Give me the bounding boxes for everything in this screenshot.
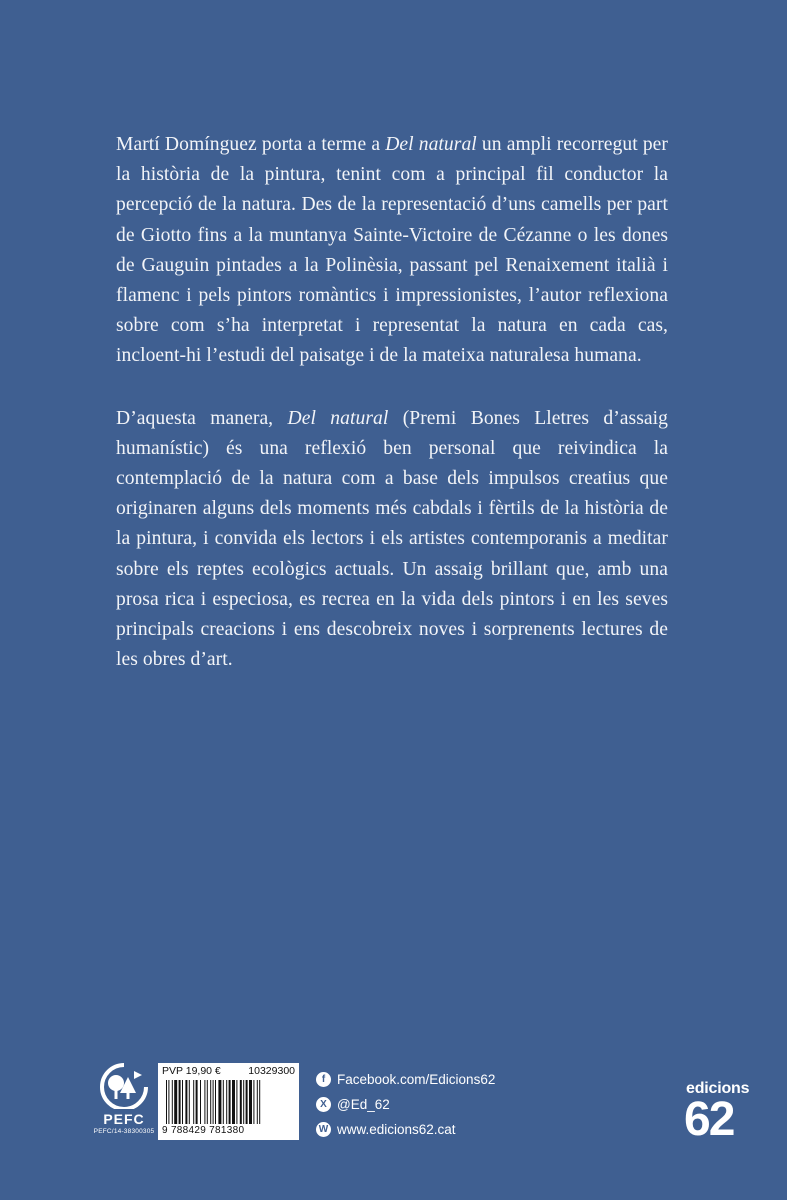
isbn-number: 9 788429 781380 xyxy=(162,1125,245,1136)
barcode-bar xyxy=(229,1080,231,1124)
blurb-paragraph-1 xyxy=(116,130,668,372)
back-cover-blurb xyxy=(116,130,668,707)
pefc-code: PEFC/14-38300305 xyxy=(93,1128,155,1135)
barcode-bar xyxy=(174,1080,177,1124)
blurb-text: D’aquesta manera, xyxy=(116,407,288,429)
social-links xyxy=(316,1067,495,1142)
barcode-bar xyxy=(200,1080,201,1124)
barcode-bar xyxy=(232,1080,235,1124)
barcode-bar xyxy=(196,1080,198,1124)
blurb-text: Martí Domínguez porta a terme a xyxy=(116,134,386,155)
barcode-bar xyxy=(168,1080,169,1124)
barcode-bar xyxy=(193,1080,194,1124)
blurb-paragraph-2 xyxy=(116,404,668,676)
barcode-bar xyxy=(210,1080,211,1124)
x-text: @Ed_62 xyxy=(337,1097,390,1112)
barcode-bar xyxy=(185,1080,187,1124)
facebook-text: Facebook.com/Edicions62 xyxy=(337,1072,496,1087)
blurb-text: un ampli recorregut per la història de la pintura, tenint com a principal fil conductor la percepció de la natura. Des de la representació d’uns camells per part de Giotto fins a la muntanya Sainte-Victoire de Cézanne o les dones de Gauguin pintades a la Polinèsia, passant pel Renaixement italià i flamenc i pels pintors romàntics i impressionistes, l’autor reflexiona sobre com s’ha interpretat i representat la natura en cada cas, incloent-hi l’estudi del paisatge i de la mateixa naturalesa humana. xyxy=(116,134,668,367)
barcode-bar xyxy=(172,1080,173,1124)
barcode-bar xyxy=(215,1080,216,1124)
facebook-icon: f xyxy=(316,1072,331,1087)
website-link[interactable] xyxy=(316,1117,495,1142)
publisher-name: edicions xyxy=(686,1080,750,1097)
blurb-text: (Premi Bones Lletres d’assaig humanístic) és una reflexió ben personal que reivindica la contemplació de la natura com a base dels impulsos creatius que originaren alguns dels moments més cabdals i fèrtils de la història de la pintura, i convida els lectors i els artistes contemporanis a meditar sobre els reptes ecològics actuals. Un assaig brillant que, amb una prosa rica i especiosa, es recrea en la vida dels pintors i en les seves principals creacions i ens descobreix noves i sorprenents lectures de les obres d’art. xyxy=(116,407,668,671)
publisher-number: 62 xyxy=(684,1093,734,1146)
reference-number: 10329300 xyxy=(248,1065,295,1077)
barcode-bar xyxy=(179,1080,181,1124)
barcode-bar xyxy=(223,1080,224,1124)
website-text: www.edicions62.cat xyxy=(337,1122,456,1137)
barcode-bar xyxy=(218,1080,221,1124)
pefc-label: PEFC xyxy=(103,1111,145,1127)
web-icon: W xyxy=(316,1122,331,1137)
barcode-bar xyxy=(213,1080,214,1124)
barcode-bar xyxy=(207,1080,208,1124)
barcode-bar xyxy=(182,1080,183,1124)
barcode-bar xyxy=(236,1080,237,1124)
barcode-bar xyxy=(204,1080,205,1124)
book-title: Del natural xyxy=(385,134,477,155)
barcode-bar xyxy=(257,1080,258,1124)
barcode-icon xyxy=(166,1080,291,1124)
barcode-bar xyxy=(243,1080,244,1124)
facebook-link[interactable] xyxy=(316,1067,495,1092)
x-link[interactable] xyxy=(316,1092,495,1117)
pefc-logo-icon xyxy=(98,1063,150,1109)
barcode-bar xyxy=(249,1080,252,1124)
publisher-logo xyxy=(680,1080,760,1146)
barcode-bar xyxy=(246,1080,248,1124)
barcode-bar xyxy=(253,1080,254,1124)
barcode-bar xyxy=(259,1080,260,1124)
book-title: Del natural xyxy=(287,407,389,429)
x-icon: X xyxy=(316,1097,331,1112)
barcode-bar xyxy=(226,1080,227,1124)
isbn-barcode xyxy=(158,1063,299,1140)
barcode-bar xyxy=(166,1080,167,1124)
barcode-bar xyxy=(189,1080,190,1124)
price-label: PVP 19,90 € xyxy=(162,1065,221,1077)
barcode-bar xyxy=(240,1080,242,1124)
